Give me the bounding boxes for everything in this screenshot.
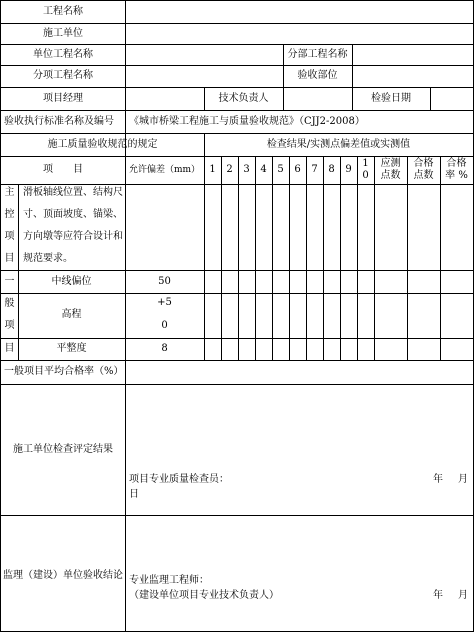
- qualified-header-1: 合格: [413, 158, 434, 169]
- point-number: 9: [345, 164, 352, 175]
- inspection-date-label: 检验日期: [371, 93, 411, 104]
- construction-unit-label: 施工单位: [43, 28, 83, 39]
- should-measure-header-2: 点数: [380, 170, 401, 181]
- main-control-text-line: 寸、顶面坡度、锚梁、: [23, 209, 123, 220]
- month-label: 月: [458, 474, 468, 485]
- should-measure-header-1: 应测: [380, 158, 401, 169]
- supervisor-label: 专业监理工程师：: [129, 575, 209, 586]
- point-number-10-bottom: 0: [362, 170, 369, 181]
- point-number: 2: [226, 164, 233, 175]
- general-item-allowance: 50: [158, 276, 171, 287]
- acceptance-part-label: 验收部位: [297, 70, 338, 81]
- main-control-char: 控: [4, 209, 15, 220]
- project-manager-label: 项目经理: [43, 93, 83, 104]
- main-control-char: 项: [4, 231, 15, 242]
- general-item-name: 平整度: [56, 343, 87, 354]
- division-project-name-label: 分部工程名称: [287, 49, 348, 60]
- technical-lead-label: 技术负责人: [218, 93, 269, 104]
- main-control-text-line: 方向墩等应符合设计和: [23, 231, 123, 242]
- general-char: 项: [4, 320, 15, 331]
- main-control-char: 主: [4, 187, 15, 198]
- general-char: 般: [4, 298, 15, 309]
- project-name-label: 工程名称: [43, 6, 83, 17]
- point-number: 6: [294, 164, 301, 175]
- point-number: 8: [328, 164, 335, 175]
- main-control-text-line: 滑板轴线位置、结构尺: [23, 187, 123, 198]
- standard-value: 《城市桥梁工程施工与质量验收规范》（CJJ2-2008）: [129, 116, 365, 127]
- point-number: 4: [260, 164, 267, 175]
- owner-tech-lead-label: （建设单位项目专业技术负责人）: [129, 590, 279, 601]
- point-number: 7: [311, 164, 318, 175]
- general-char: 目: [4, 343, 15, 354]
- supervision-label: 监理（建设）单位验收结论: [3, 570, 123, 581]
- main-control-char: 目: [4, 253, 15, 264]
- standard-label: 验收执行标准名称及编号: [4, 116, 114, 127]
- item-header: 项 目: [43, 164, 83, 175]
- point-number: 1: [209, 164, 216, 175]
- results-header: 检查结果/实测点偏差值或实测值: [266, 139, 411, 150]
- year-label-2: 年: [433, 590, 443, 601]
- general-item-allowance: 8: [161, 343, 168, 354]
- allowance-header: 允许偏差（mm）: [128, 165, 201, 175]
- year-label: 年: [433, 474, 443, 485]
- rate-header-2: 率 %: [445, 170, 468, 181]
- construction-check-label: 施工单位检查评定结果: [13, 444, 113, 455]
- point-number-10-top: 1: [362, 158, 369, 169]
- general-item-allowance: 0: [161, 320, 168, 331]
- general-item-allowance: +5: [157, 297, 172, 308]
- general-char: 一: [4, 276, 15, 287]
- rate-header-1: 合格: [446, 158, 467, 169]
- day-label: 日: [129, 489, 139, 500]
- point-number: 5: [277, 164, 284, 175]
- quality-inspector-label: 项目专业质量检查员：: [129, 474, 229, 485]
- qualified-header-2: 点数: [413, 170, 434, 181]
- general-item-name: 中线偏位: [51, 276, 92, 287]
- main-control-text-line: 规范要求。: [23, 253, 73, 264]
- subitem-project-name-label: 分项工程名称: [33, 70, 93, 81]
- month-label-2: 月: [458, 590, 468, 601]
- spec-header: 施工质量验收规范的规定: [47, 139, 158, 150]
- general-pass-rate-label: 一般项目平均合格率（%）: [4, 366, 124, 377]
- unit-project-name-label: 单位工程名称: [33, 49, 93, 60]
- general-item-name: 高程: [61, 309, 82, 320]
- point-number: 3: [243, 164, 250, 175]
